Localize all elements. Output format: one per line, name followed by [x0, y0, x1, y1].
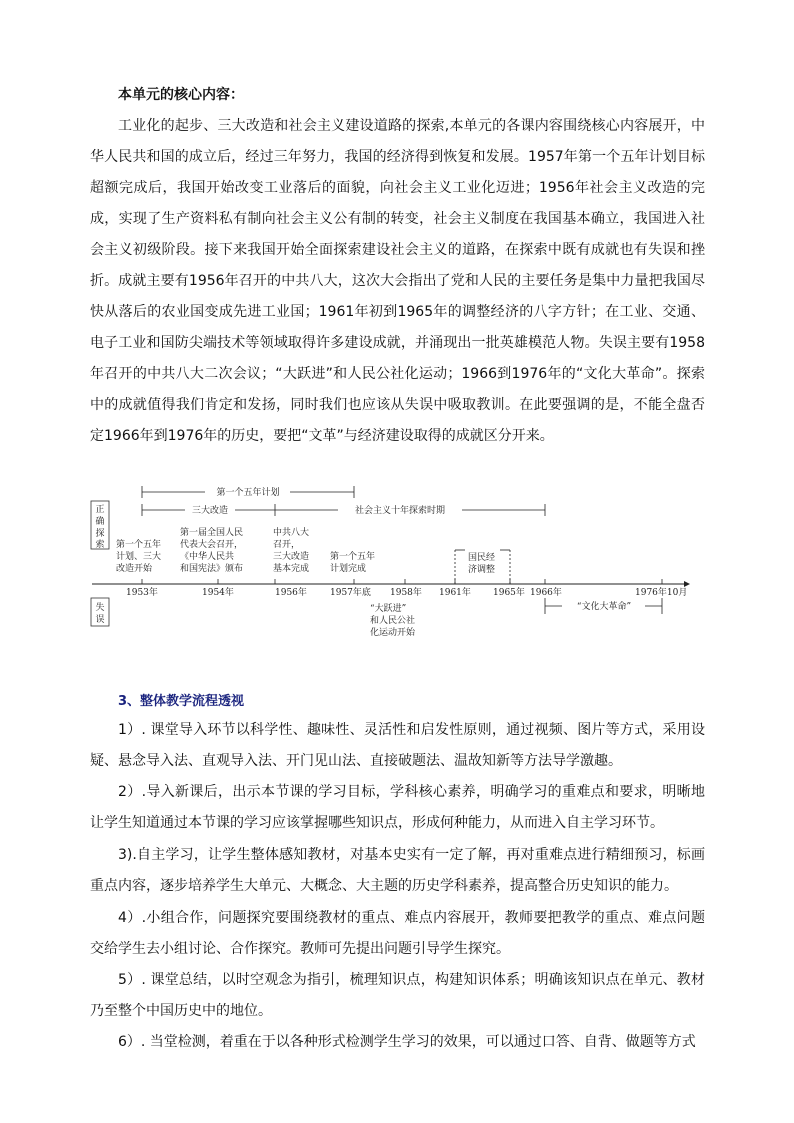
event-1954-line-3: 和国宪法》颁布 — [180, 564, 244, 574]
mistake-cultural-revolution: “文化大革命” — [576, 602, 632, 612]
event-adjust-line-0: 国民经 — [468, 553, 496, 563]
event-1954 — [180, 526, 246, 574]
event-1953 — [116, 538, 164, 574]
axis-arrow-icon — [684, 581, 690, 587]
event-1954-line-0: 第一届全国人民 — [180, 528, 244, 538]
event-adjust-line-1: 济调整 — [468, 565, 496, 575]
tick-1965: 1965年 — [493, 588, 525, 598]
tick-1976: 1976年10月 — [635, 588, 688, 598]
span-ten-years-label: 社会主义十年探索时期 — [354, 506, 446, 516]
step-1: 1）. 课堂导入环节以科学性、趣味性、灵活性和启发性原则，通过视频、图片等方式，采用设疑、悬念导入法、直观导入法、开门见山法、直接破题法、温故知新等方法导学激趣。 — [90, 722, 705, 769]
event-1956-line-0: 中共八大 — [273, 528, 310, 538]
label-correct-3: 索 — [95, 540, 105, 550]
section-title: 3、整体教学流程透视 — [118, 694, 245, 709]
event-1956-line-1: 召开， — [273, 540, 301, 550]
mistake-1958-line-1: 和人民公社 — [370, 616, 416, 626]
event-1954-line-1: 代表大会召开， — [180, 540, 244, 550]
mistake-1958 — [370, 602, 418, 638]
span-three-reforms-label: 三大改造 — [191, 506, 229, 516]
tick-1961: 1961年 — [439, 588, 471, 598]
event-1957-line-0: 第一个五年 — [330, 552, 376, 562]
tick-labels — [126, 586, 687, 598]
tick-1958: 1958年 — [390, 588, 422, 598]
tick-1954: 1954年 — [202, 588, 234, 598]
step-3: 3).自主学习，让学生整体感知教材，对基本史实有一定了解，再对重难点进行精细预习，标画重点内容，逐步培养学生大单元、大概念、大主题的历史学科素养，提高整合历史知识的能力。 — [90, 847, 705, 894]
step-2: 2）.导入新课后，出示本节课的学习目标，学科核心素养，明确学习的重难点和要求，明晰地让学生知道通过本节课的学习应该掌握哪些知识点，形成何种能力，从而进入自主学习环节。 — [90, 784, 705, 831]
mistake-1958-line-2: 化运动开始 — [370, 628, 416, 638]
label-mistake-0: 失 — [95, 603, 105, 613]
core-paragraph: 工业化的起步、三大改造和社会主义建设道路的探索,本单元的各课内容围绕核心内容展开，中华人民共和国的成立后，经过三年努力，我国的经济得到恢复和发展。1957年第一个五年计划目标超额完成后，我国开始改变工业落后的面貌，向社会主义工业化迈进；1956年社会主义改造的完成，实现了生产资料私有制向社会主义公有制的转变，社会主义制度在我国基本确立，我国进入社会主义初级阶段。接下来我国开始全面探索建设社会主义的道路，在探索中既有成就也有失误和挫折。成就主要有1956年召开的中共八大，这次大会指出了党和人民的主要任务是集中力量把我国尽快从落后的农业国变成先进工业国；1961年初到1965年的调整经济的八字方针；在工业、交通、电子工业和国防尖端技术等领域取得许多建设成就，并涌现出一批英雄模范人物。失误主要有1958年召开的中共八大二次会议；“大跃进”和人民公社化运动；1966到1976年的“文化大革命”。探索中的成就值得我们肯定和发扬，同时我们也应该从失误中吸取教训。在此要强调的是，不能全盘否定1966年到1976年的历史，要把“文革”与经济建设取得的成就区分开来。 — [90, 118, 705, 444]
event-1956 — [273, 526, 312, 574]
tick-1953: 1953年 — [126, 588, 158, 598]
label-correct-1: 确 — [95, 517, 105, 527]
span-five-year-label: 第一个五年计划 — [216, 488, 280, 498]
event-1957 — [330, 550, 378, 574]
timeline-diagram — [90, 480, 700, 650]
mistake-1958-line-0: “大跃进” — [370, 604, 407, 614]
tick-1956: 1956年 — [275, 588, 307, 598]
event-1953-line-0: 第一个五年 — [116, 540, 162, 550]
step-5: 5）. 课堂总结，以时空观念为指引，梳理知识点，构建知识体系；明确该知识点在单元、教材乃至整个中国历史中的地位。 — [90, 972, 705, 1019]
step-6: 6）. 当堂检测，着重在于以各种形式检测学生学习的效果，可以通过口答、自背、做题等方式 — [118, 1034, 696, 1050]
label-mistake-1: 误 — [95, 615, 105, 625]
event-1953-line-2: 改造开始 — [116, 564, 153, 574]
tick-1966: 1966年 — [530, 588, 562, 598]
label-correct-2: 探 — [95, 529, 105, 539]
event-1953-line-1: 计划、三大 — [116, 552, 162, 562]
step-4: 4）.小组合作，问题探究要围绕教材的重点、难点内容展开，教师要把教学的重点、难点问题交给学生去小组讨论、合作探究。教师可先提出问题引导学生探究。 — [90, 910, 705, 957]
event-1956-line-3: 基本完成 — [273, 564, 310, 574]
label-correct-0: 正 — [95, 505, 105, 515]
core-heading: 本单元的核心内容： — [118, 87, 244, 103]
event-1957-line-1: 计划完成 — [330, 564, 367, 574]
event-1954-line-2: 《中华人民共 — [180, 552, 235, 562]
tick-1957: 1957年底 — [330, 588, 371, 598]
event-adjustment — [468, 551, 498, 575]
event-1956-line-2: 三大改造 — [273, 552, 310, 562]
